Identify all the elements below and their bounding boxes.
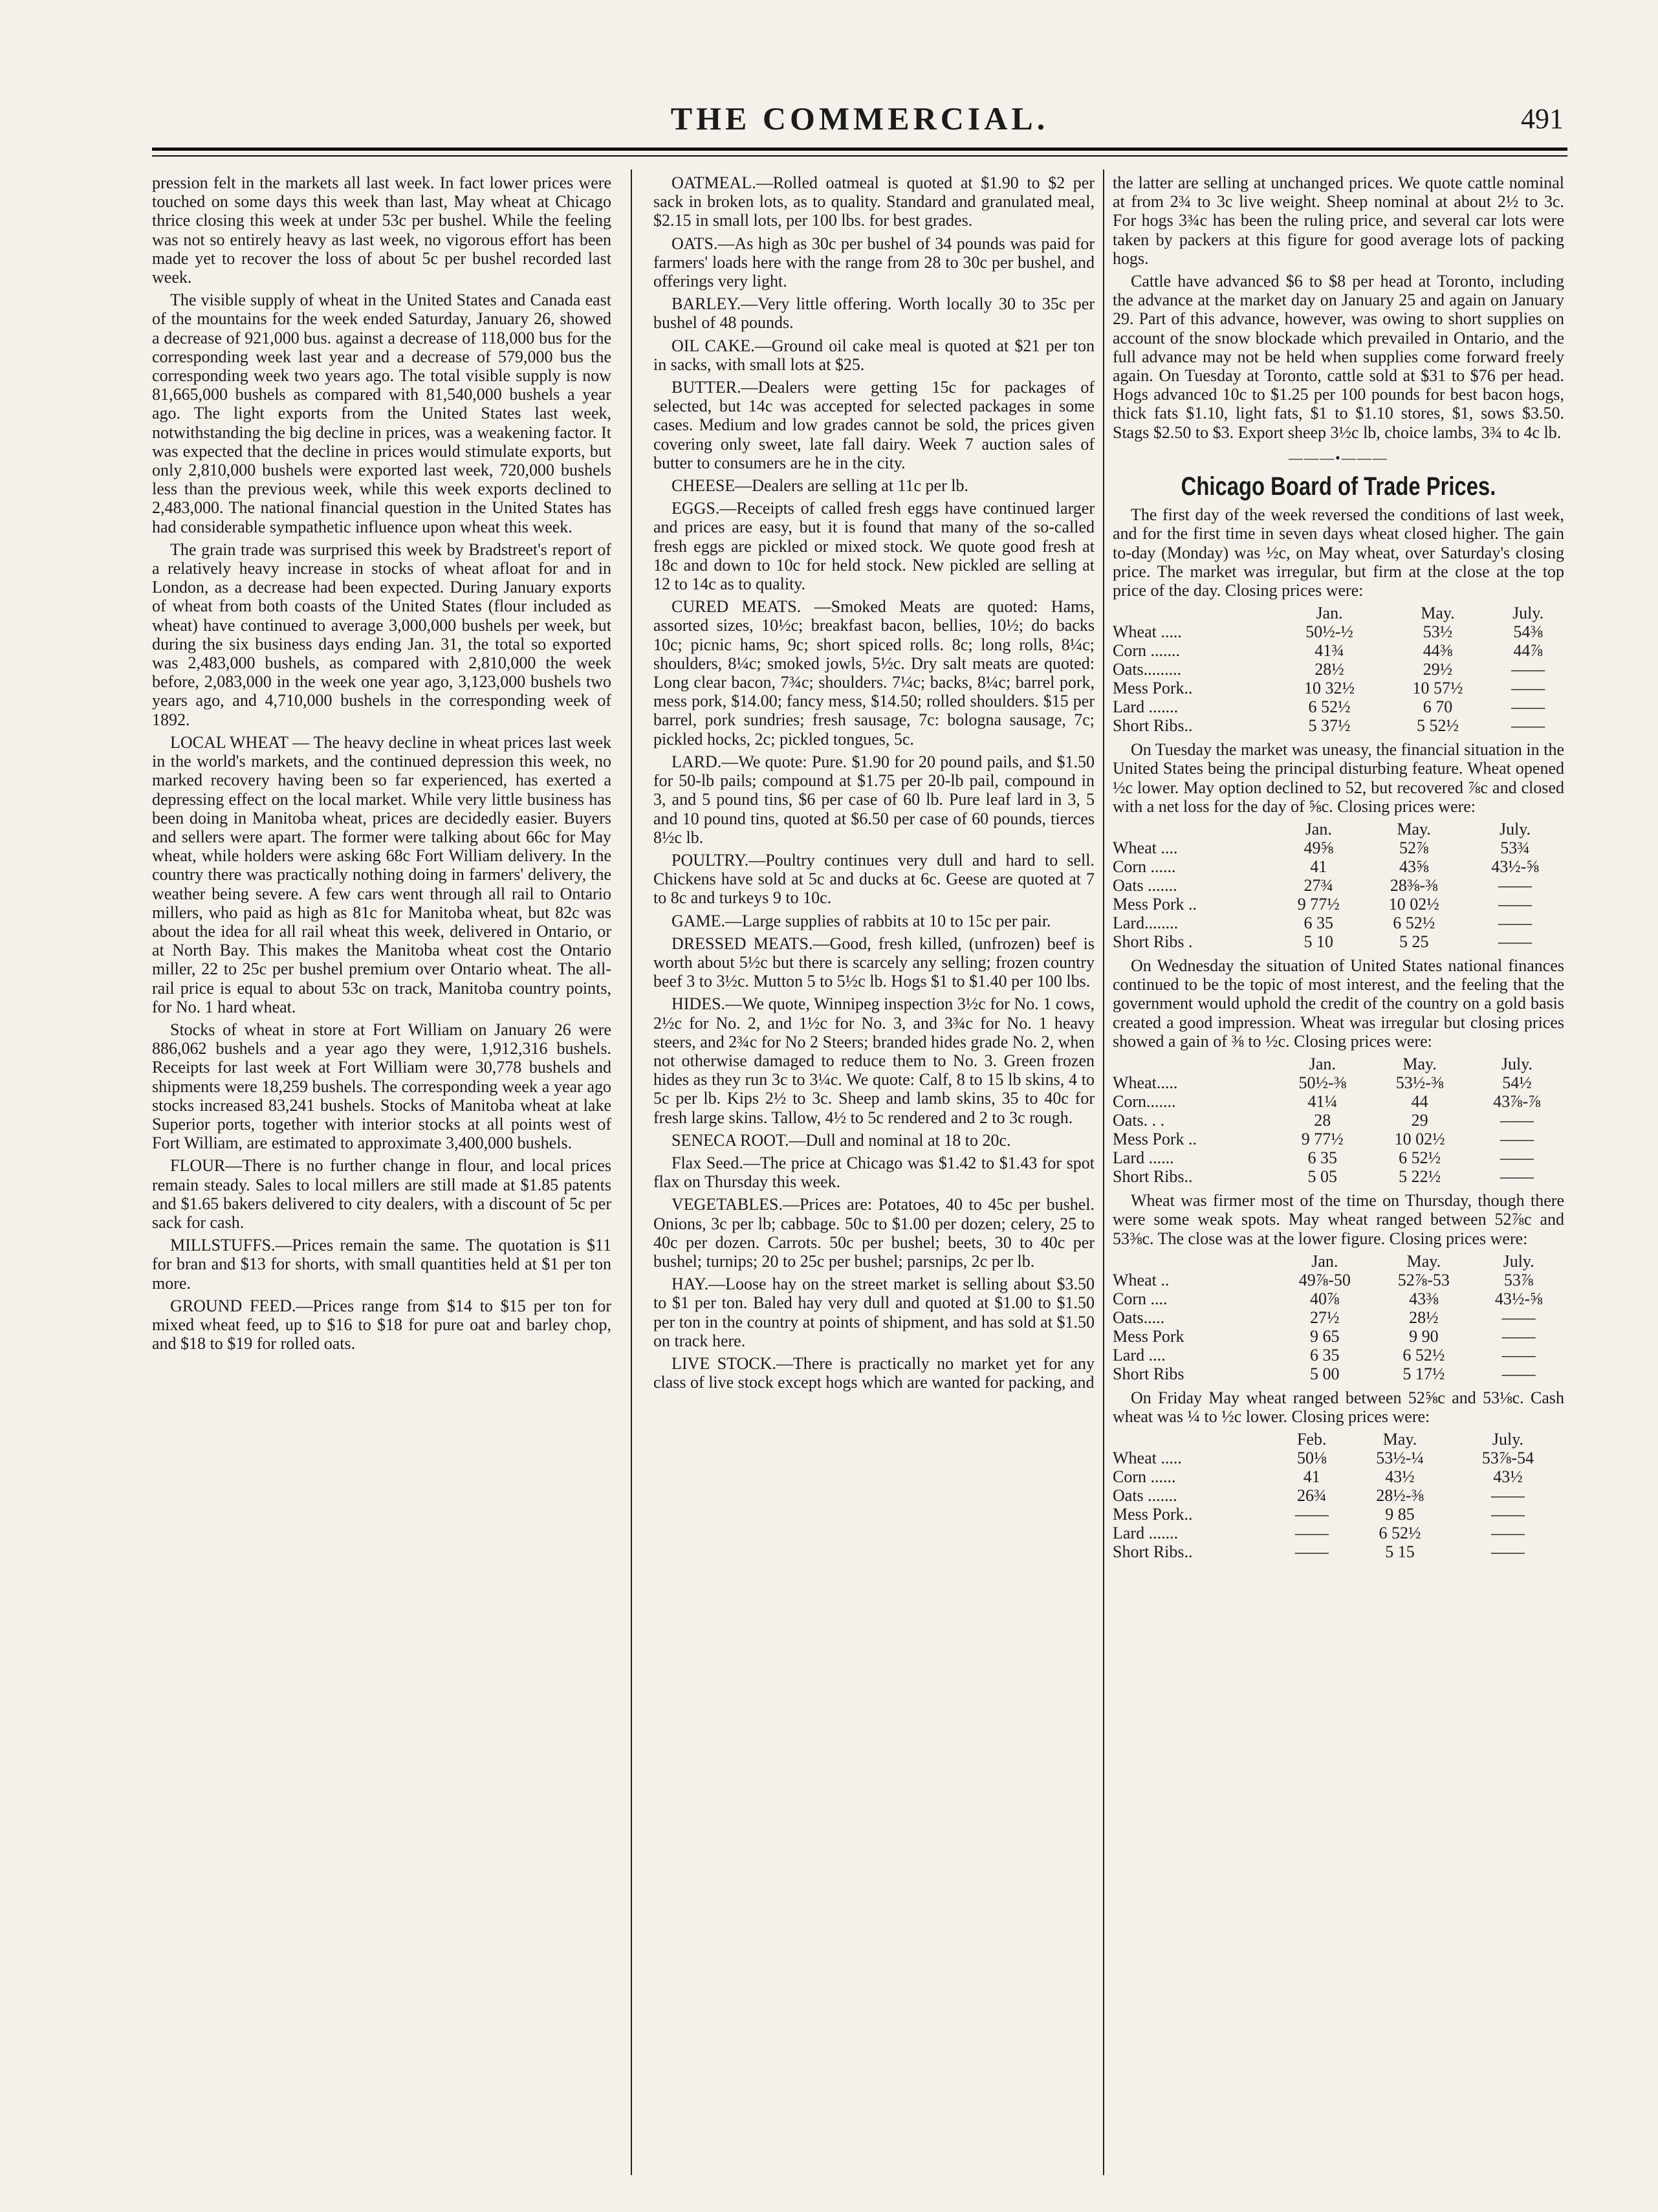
- commodity-label: Wheat ....: [1113, 838, 1178, 858]
- price-cell: ——: [1511, 697, 1545, 717]
- price-cell: 5 37½: [1308, 716, 1351, 736]
- commodity-label: Corn .......: [1113, 641, 1180, 661]
- column-middle: [653, 173, 1095, 2173]
- price-cell: 54⅜: [1513, 622, 1543, 642]
- table-row: [1113, 1327, 1564, 1346]
- price-cell: ——: [1501, 1326, 1536, 1346]
- table-row: [1113, 1505, 1564, 1524]
- price-cell: 10 02½: [1388, 895, 1439, 914]
- table-row: [1113, 1364, 1564, 1383]
- day-report-paragraph: On Tuesday the market was uneasy, the financial situation in the United States being the principal disturbing feature. Wheat opened ½c lower. May option declined to 52, but recovered ⅞c and closed with a net loss for the day of ⅝c. Closing prices were:: [1113, 740, 1564, 816]
- price-cell: 6 52½: [1393, 914, 1435, 933]
- table-row: [1113, 1130, 1564, 1148]
- price-cell: 9 65: [1310, 1326, 1340, 1346]
- column-header: Jan.: [1316, 604, 1343, 623]
- table-row: [1113, 1308, 1564, 1327]
- price-cell: 50½-½: [1305, 622, 1353, 642]
- price-cell: 53¾: [1500, 838, 1530, 858]
- column-header: Feb.: [1296, 1430, 1327, 1449]
- price-cell: ——: [1498, 895, 1533, 914]
- article-paragraph: CURED MEATS. —Smoked Meats are quoted: Hams, assorted sizes, 10½c; breakfast bacon, bellies, 10½; do backs 10c; picnic hams, 9c; short spiced rolls. 8c; long rolls, 8¼c; shoulders, 8¼c; smoked jowls, 5½c. Dry salt meats are quoted: Long clear bacon, 7¾c; shoulders. 7¼c; backs, 8¼c; barrel pork, mess pork, $14.00; fancy mess, $14.50; rolled shoulders. $15 per barrel, pork sundries; fresh sausage, 7c: bologna sausage, 7c; pickled hocks, 2c; pickled tongues, 5c.: [653, 597, 1095, 749]
- column-left: [152, 173, 611, 2173]
- column-header: May.: [1421, 604, 1455, 623]
- commodity-label: Wheat ..: [1113, 1270, 1170, 1289]
- article-paragraph: CHEESE—Dealers are selling at 11c per lb.: [671, 476, 968, 496]
- column-header: May.: [1406, 1251, 1441, 1271]
- price-cell: ——: [1500, 1148, 1534, 1168]
- closing-prices-table: [1113, 1055, 1564, 1186]
- table-row: [1113, 1486, 1564, 1505]
- table-row: [1113, 1111, 1564, 1130]
- table-row: [1113, 895, 1564, 914]
- table-row: [1113, 1148, 1564, 1167]
- price-cell: 27½: [1310, 1308, 1340, 1327]
- day-report-paragraph: On Wednesday the situation of United States national finances continued to be the topic of most interest, and the feeling that the government would uphold the credit of the country on a gold basis created a good impression. Wheat was irregular but closing prices showed a gain of ⅜ to ½c. Closing prices were:: [1113, 956, 1564, 1051]
- column-header: Jan.: [1305, 820, 1332, 839]
- commodity-label: Short Ribs..: [1113, 1542, 1193, 1562]
- commodity-label: Oats.....: [1113, 1308, 1165, 1327]
- price-cell: 5 25: [1399, 932, 1429, 952]
- price-cell: 40⅞: [1310, 1289, 1340, 1308]
- price-cell: 49⅝: [1303, 838, 1334, 858]
- column-header: Jan.: [1309, 1055, 1336, 1074]
- price-cell: ——: [1294, 1542, 1329, 1562]
- price-cell: 44⅞: [1513, 641, 1543, 661]
- article-paragraph: The visible supply of wheat in the United States and Canada east of the mountains for the week ended Saturday, January 26, showed a decrease of 921,000 bus. against a decrease of 118,000 bus for the corresponding week last year and a decrease of 579,000 bus the corresponding week two years ago. The total visible supply is now 81,665,000 bushels as compared with 81,540,000 bushels a year ago. The light exports from the United States last week, notwithstanding the big decline in prices, was a weakening factor. It was expected that the decline in prices would stimulate exports, but only 2,810,000 bushels were exported last week, 720,000 bushels less than the previous week, while this week exports declined to 2,483,000. The national financial question in the United States has had considerable sympathetic influence upon wheat this week.: [152, 290, 611, 536]
- day-report-paragraph: The first day of the week reversed the conditions of last week, and for the first time in seven days wheat closed higher. The gain to-day (Monday) was ½c, on May wheat, over Saturday's closing price. The market was irregular, but firm at the close at the top price of the day. Closing prices were:: [1113, 505, 1564, 600]
- commodity-label: Short Ribs .: [1113, 932, 1193, 952]
- price-cell: 49⅞-50: [1298, 1270, 1351, 1289]
- page-number: 491: [1521, 103, 1564, 135]
- commodity-label: Wheat .....: [1113, 622, 1182, 642]
- closing-prices-table: [1113, 820, 1564, 951]
- table-row: [1113, 1467, 1564, 1486]
- price-cell: 43⅜: [1409, 1289, 1439, 1308]
- masthead: [152, 91, 1567, 149]
- commodity-label: Lard........: [1113, 914, 1179, 933]
- price-cell: ——: [1294, 1505, 1329, 1524]
- commodity-label: Lard ....: [1113, 1345, 1166, 1364]
- article-paragraph: Stocks of wheat in store at Fort William on January 26 were 886,062 bushels and a year ago they were, 1,912,316 bushels. Receipts for last week at Fort William were 30,778 bushels and shipments were 18,259 bushels. The corresponding week a year ago stocks increased 83,241 bushels. Stocks of Manitoba wheat at lake Superior ports, together with interior stocks at all points west of Fort William, are estimated to approximate 3,400,000 bushels.: [152, 1020, 611, 1153]
- article-paragraph: the latter are selling at unchanged prices. We quote cattle nominal at from 2¾ to 3c live weight. Sheep nominal at about 2½ to 3c. For hogs 3¾c has been the ruling price, and several car lots were taken by packers at this figure for good average lots of packing hogs.: [1113, 173, 1564, 268]
- closing-prices-table: [1113, 604, 1564, 735]
- table-row: [1113, 1073, 1564, 1092]
- price-cell: 43½-⅝: [1494, 1289, 1543, 1308]
- price-cell: 5 00: [1310, 1364, 1340, 1383]
- price-report-blocks: [1113, 505, 1564, 1561]
- closing-prices-table: [1113, 1430, 1564, 1561]
- header-rule-thick: [152, 148, 1567, 151]
- price-cell: 6 52½: [1308, 697, 1351, 717]
- article-paragraph: OATS.—As high as 30c per bushel of 34 pounds was paid for farmers' loads here with the range from 28 to 30c per bushel, and offerings very light.: [653, 234, 1095, 291]
- column-divider: [1103, 170, 1104, 2175]
- price-cell: 6 52½: [1399, 1148, 1441, 1168]
- column-header: July.: [1512, 604, 1544, 623]
- price-cell: 41: [1310, 857, 1327, 877]
- price-cell: 5 05: [1307, 1167, 1338, 1187]
- commodity-label: Corn ......: [1113, 1467, 1176, 1487]
- article-paragraph: GAME.—Large supplies of rabbits at 10 to 15c per pair.: [671, 911, 1051, 930]
- price-cell: ——: [1511, 679, 1545, 698]
- column-header: May.: [1402, 1055, 1437, 1074]
- column-header: July.: [1501, 1055, 1533, 1074]
- price-cell: ——: [1500, 1111, 1534, 1130]
- article-paragraph: LARD.—We quote: Pure. $1.90 for 20 pound pails, and $1.50 for 50-lb pails; compound at $1.75 per 20-lb pail, compound in 3, and 5 pound tins, $6 per case of 60 lb. Pure leaf lard in 3, 5 and 10 pound tins, quoted at $6.50 per case of 60 pounds, tierces 8½c lb.: [653, 752, 1095, 847]
- article-paragraph: BARLEY.—Very little offering. Worth locally 30 to 35c per bushel of 48 pounds.: [653, 294, 1095, 333]
- column-header: May.: [1397, 820, 1431, 839]
- commodity-label: Mess Pork..: [1113, 679, 1193, 698]
- column-divider: [631, 170, 632, 2175]
- price-cell: 53½-¼: [1376, 1449, 1424, 1468]
- commodity-label: Oats .......: [1113, 1486, 1177, 1506]
- article-paragraph: SENECA ROOT.—Dull and nominal at 18 to 20c.: [671, 1130, 1011, 1150]
- price-cell: 43½: [1385, 1467, 1415, 1487]
- table-row: [1113, 1524, 1564, 1542]
- price-cell: 6 35: [1310, 1345, 1340, 1364]
- price-cell: 43⅞-⅞: [1493, 1092, 1541, 1111]
- column-header: [1113, 604, 1275, 622]
- price-cell: 6 52½: [1402, 1345, 1445, 1364]
- article-paragraph: LIVE STOCK.—There is practically no market yet for any class of live stock except hogs which are wanted for packing, and: [653, 1353, 1095, 1392]
- price-cell: 10 32½: [1304, 679, 1355, 698]
- article-paragraph: GROUND FEED.—Prices range from $14 to $15 per ton for mixed wheat feed, up to $16 to $18 for pure oat and barley chop, and $18 to $19 for rolled oats.: [152, 1296, 611, 1353]
- table-row: [1113, 1449, 1564, 1467]
- commodity-label: Oats.........: [1113, 660, 1182, 679]
- section-heading: Chicago Board of Trade Prices.: [1181, 472, 1496, 501]
- price-cell: ——: [1294, 1524, 1329, 1543]
- price-cell: 28: [1314, 1111, 1331, 1130]
- commodity-label: Mess Pork: [1113, 1326, 1184, 1346]
- price-cell: 10 57½: [1412, 679, 1463, 698]
- table-row: [1113, 914, 1564, 932]
- commodity-label: Short Ribs..: [1113, 1167, 1193, 1187]
- column-header: [1113, 1252, 1275, 1271]
- price-cell: 5 22½: [1399, 1167, 1441, 1187]
- table-header-row: [1113, 1252, 1564, 1271]
- price-cell: 9 77½: [1297, 895, 1340, 914]
- column-header: July.: [1499, 820, 1531, 839]
- article-paragraph: BUTTER.—Dealers were getting 15c for packages of selected, but 14c was accepted for selected packages in some cases. Medium and low grades cannot be sold, the prices given covering only sweet, late fall dairy. Week 7 auction sales of butter to consumers are he in the city.: [653, 378, 1095, 472]
- price-cell: 43½: [1493, 1467, 1523, 1487]
- article-paragraph: VEGETABLES.—Prices are: Potatoes, 40 to 45c per bushel. Onions, 3c per lb; cabbage. 50c to $1.00 per dozen; celery, 25 to 40c per dozen. Carrots. 50c per bushel; beets, 30 to 40c per bushel; turnips; 20 to 25c per bushel; parsnips, 2c per lb.: [653, 1195, 1095, 1271]
- table-row: [1113, 641, 1564, 660]
- column-header: [1113, 1055, 1275, 1073]
- price-cell: 5 10: [1303, 932, 1334, 952]
- table-row: [1113, 932, 1564, 951]
- price-cell: ——: [1511, 660, 1545, 679]
- price-cell: 53½: [1423, 622, 1453, 642]
- price-cell: 9 85: [1385, 1505, 1415, 1524]
- commodity-label: Lard ......: [1113, 1148, 1174, 1168]
- article-paragraph: OATMEAL.—Rolled oatmeal is quoted at $1.90 to $2 per sack in broken lots, as to quality. Standard and granulated meal, $2.15 in small lots, per 100 lbs. for best grades.: [653, 173, 1095, 230]
- price-cell: 52⅞: [1399, 838, 1429, 858]
- commodity-label: Short Ribs..: [1113, 716, 1193, 736]
- table-row: [1113, 1289, 1564, 1308]
- commodity-label: Corn.......: [1113, 1092, 1176, 1111]
- price-cell: 43⅝: [1399, 857, 1429, 877]
- table-row: [1113, 697, 1564, 716]
- table-row: [1113, 622, 1564, 641]
- price-cell: 6 52½: [1379, 1524, 1421, 1543]
- article-paragraph: HAY.—Loose hay on the street market is selling about $3.50 to $1 per ton. Baled hay very dull and quoted at $1.00 to $1.50 per ton in the country at points of shipment, and has sold at $1.50 on track here.: [653, 1275, 1095, 1350]
- day-report-paragraph: Wheat was firmer most of the time on Thursday, though there were some weak spots. May wheat ranged between 52⅞c and 53⅜c. The close was at the lower figure. Closing prices were:: [1113, 1191, 1564, 1248]
- price-cell: ——: [1490, 1505, 1525, 1524]
- price-cell: 41¾: [1314, 641, 1344, 661]
- price-cell: 26¾: [1296, 1486, 1327, 1506]
- price-cell: 28⅜-⅜: [1390, 876, 1438, 895]
- price-cell: ——: [1500, 1167, 1534, 1187]
- commodity-label: Mess Pork ..: [1113, 1130, 1197, 1149]
- price-cell: 28½: [1314, 660, 1344, 679]
- closing-prices-table: [1113, 1252, 1564, 1383]
- price-cell: ——: [1490, 1542, 1525, 1562]
- price-cell: ——: [1498, 914, 1533, 933]
- price-cell: ——: [1490, 1524, 1525, 1543]
- price-cell: 29: [1411, 1111, 1428, 1130]
- commodity-label: Short Ribs: [1113, 1364, 1184, 1383]
- commodity-label: Mess Pork ..: [1113, 895, 1197, 914]
- table-row: [1113, 660, 1564, 679]
- column-header: July.: [1492, 1430, 1524, 1449]
- article-paragraph: OIL CAKE.—Ground oil cake meal is quoted at $21 per ton in sacks, with small lots at $25.: [653, 336, 1095, 374]
- article-paragraph: FLOUR—There is no further change in flour, and local prices remain steady. Sales to local millers are still made at $1.85 patents and $1.65 bakers delivered to city dealers, with a discount of 5c per sack for cash.: [152, 1156, 611, 1232]
- table-header-row: [1113, 1430, 1564, 1449]
- price-cell: 5 17½: [1402, 1364, 1445, 1383]
- price-cell: 44: [1411, 1092, 1428, 1111]
- table-row: [1113, 716, 1564, 735]
- article-paragraph: POULTRY.—Poultry continues very dull and hard to sell. Chickens have sold at 5c and ducks at 6c. Geese are quoted at 7 to 8c and turkeys 9 to 10c.: [653, 850, 1095, 908]
- price-cell: ——: [1498, 876, 1533, 895]
- price-cell: ——: [1501, 1345, 1536, 1364]
- price-cell: 9 77½: [1301, 1130, 1344, 1149]
- article-paragraph: pression felt in the markets all last week. In fact lower prices were touched on some days this week than last, May wheat at Chicago thrice closing this week at under 53c per bushel. While the feeling was not so entirely heavy as last week, no vigorous effort has been made yet to recover the loss of about 5c per bushel recorded last week.: [152, 173, 611, 287]
- table-row: [1113, 876, 1564, 895]
- commodity-label: Mess Pork..: [1113, 1505, 1193, 1524]
- price-cell: 28½-⅜: [1376, 1486, 1424, 1506]
- commodity-label: Corn ......: [1113, 857, 1176, 877]
- commodity-label: Corn ....: [1113, 1289, 1168, 1308]
- table-row: [1113, 1542, 1564, 1561]
- column-header: May.: [1382, 1430, 1417, 1449]
- price-cell: 53½-⅜: [1395, 1073, 1444, 1093]
- price-cell: 53⅞-54: [1481, 1449, 1534, 1468]
- price-cell: 29½: [1423, 660, 1453, 679]
- table-row: [1113, 1092, 1564, 1111]
- price-cell: 41: [1303, 1467, 1320, 1487]
- price-cell: 54½: [1502, 1073, 1532, 1093]
- price-cell: 5 52½: [1417, 716, 1459, 736]
- header-rule-thin: [152, 155, 1567, 157]
- article-paragraph: DRESSED MEATS.—Good, fresh killed, (unfrozen) beef is worth about 5½c but there is scarcely any selling; frozen country beef 3 to 3½c. Mutton 5 to 5½c lb. Hogs $1 to $1.40 per 100 lbs.: [653, 934, 1095, 991]
- price-cell: 28½: [1409, 1308, 1439, 1327]
- table-row: [1113, 1346, 1564, 1364]
- article-paragraph: EGGS.—Receipts of called fresh eggs have continued larger and prices are easy, but it is found that many of the so-called fresh eggs are pickled or mixed stock. We quote good fresh at 18c and down to 10c for held stock. New pickled are selling at 12 to 14c as to quality.: [653, 499, 1095, 594]
- section-ornament: ———•———: [1289, 449, 1388, 466]
- price-cell: 27¾: [1303, 876, 1334, 895]
- price-cell: ——: [1501, 1364, 1536, 1383]
- price-cell: ——: [1501, 1308, 1536, 1327]
- table-row: [1113, 1167, 1564, 1186]
- price-cell: ——: [1498, 932, 1533, 952]
- price-cell: ——: [1490, 1486, 1525, 1506]
- day-report-paragraph: On Friday May wheat ranged between 52⅝c and 53⅛c. Cash wheat was ¼ to ½c lower. Closing prices were:: [1113, 1388, 1564, 1426]
- commodity-label: Wheat .....: [1113, 1449, 1182, 1468]
- article-paragraph: MILLSTUFFS.—Prices remain the same. The quotation is $11 for bran and $13 for shorts, with small quantities held at $1 per ton more.: [152, 1236, 611, 1293]
- price-cell: ——: [1500, 1130, 1534, 1149]
- price-cell: 50⅛: [1296, 1449, 1327, 1468]
- table-header-row: [1113, 1055, 1564, 1073]
- commodity-label: Lard .......: [1113, 1524, 1179, 1543]
- publication-title: THE COMMERCIAL.: [670, 100, 1049, 137]
- table-row: [1113, 838, 1564, 857]
- commodity-label: Wheat.....: [1113, 1073, 1178, 1093]
- commodity-label: Oats. . .: [1113, 1111, 1165, 1130]
- article-paragraph: Cattle have advanced $6 to $8 per head at Toronto, including the advance at the market day on January 25 and again on January 29. Part of this advance, however, was owing to short supplies on account of the snow blockade which prevailed in Ontario, and the full advance may not be held when supplies come forward freely again. On Tuesday at Toronto, cattle sold at $31 to $76 per head. Hogs advanced 10c to $1.25 per 100 pounds for best bacon hogs, thick fats $1.10, light fats, $1 to $1.10 stores, $1, sows $3.50. Stags $2.50 to $3. Export sheep 3½c lb, choice lambs, 3¾ to 4c lb.: [1113, 272, 1564, 442]
- table-row: [1113, 679, 1564, 697]
- price-cell: 5 15: [1385, 1542, 1415, 1562]
- price-cell: 6 70: [1423, 697, 1453, 717]
- price-cell: 6 35: [1307, 1148, 1338, 1168]
- price-cell: 44⅜: [1423, 641, 1453, 661]
- price-cell: 52⅞-53: [1397, 1270, 1450, 1289]
- price-cell: 43½-⅝: [1491, 857, 1539, 877]
- column-header: Jan.: [1311, 1251, 1338, 1271]
- price-cell: 41¼: [1307, 1092, 1338, 1111]
- article-paragraph: Flax Seed.—The price at Chicago was $1.42 to $1.43 for spot flax on Thursday this week.: [653, 1153, 1095, 1192]
- price-cell: 10 02½: [1394, 1130, 1445, 1149]
- price-cell: 6 35: [1303, 914, 1334, 933]
- price-cell: ——: [1511, 716, 1545, 736]
- table-header-row: [1113, 604, 1564, 622]
- table-row: [1113, 1271, 1564, 1289]
- table-header-row: [1113, 820, 1564, 838]
- column-header: [1113, 820, 1275, 838]
- article-paragraph: The grain trade was surprised this week by Bradstreet's report of a relatively heavy increase in stocks of wheat afloat for and in London, as a decrease had been expected. During January exports of wheat from both coasts of the United States (flour included as wheat) have continued to average 3,000,000 bushels per week, but during the six business days ending Jan. 31, the total so exported was 2,483,000 bushels, as compared with 2,810,000 the week before, 2,083,000 in the week one year ago, 3,123,000 bushels two years ago, and 4,710,000 bushels in the corresponding week of 1892.: [152, 540, 611, 729]
- article-paragraph: LOCAL WHEAT — The heavy decline in wheat prices last week in the world's markets, and the continued depression this week, no marked recovery having been so far experienced, has exerted a depressing effect on the local market. While very little business has been doing in Manitoba wheat, prices are decidedly easier. Buyers and sellers were apart. The former were talking about 66c for May wheat, while holders were asking 68c Fort William delivery. In the country there was practically nothing doing in farmers' delivery, the weather being severe. A few cars went through all rail to Ontario millers, who paid as high as 81c for Manitoba wheat, but 82c was about the idea for all rail wheat this week, delivered in Ontario, or at North Bay. This makes the Manitoba wheat cost the Ontario miller, 22 to 25c per bushel premium over Ontario wheat. The all-rail price is equal to about 53c on track, Manitoba country points, for No. 1 hard wheat.: [152, 732, 611, 1016]
- column-header: [1113, 1430, 1275, 1449]
- table-row: [1113, 857, 1564, 876]
- column-right: [1113, 173, 1564, 2173]
- column-header: July.: [1503, 1251, 1534, 1271]
- price-cell: 9 90: [1409, 1326, 1439, 1346]
- price-cell: 53⅞: [1503, 1270, 1534, 1289]
- article-paragraph: HIDES.—We quote, Winnipeg inspection 3½c for No. 1 cows, 2½c for No. 2, and 1½c for No. 3, and 3¾c for No. 1 heavy steers, and 2¾c for No 2 Steers; branded hides grade No. 2, when not otherwise damaged to reduce them to No. 3. Green frozen hides as they run 3c to 3¼c. We quote: Calf, 8 to 15 lb skins, 4 to 5c per lb. Kips 2½ to 3c. Sheep and lamb skins, 35 to 40c for fresh large skins. Tallow, 4½ to 5c rendered and 2 to 3c rough.: [653, 994, 1095, 1127]
- price-cell: 50½-⅜: [1298, 1073, 1347, 1093]
- commodity-label: Oats .......: [1113, 876, 1177, 895]
- commodity-label: Lard .......: [1113, 697, 1179, 717]
